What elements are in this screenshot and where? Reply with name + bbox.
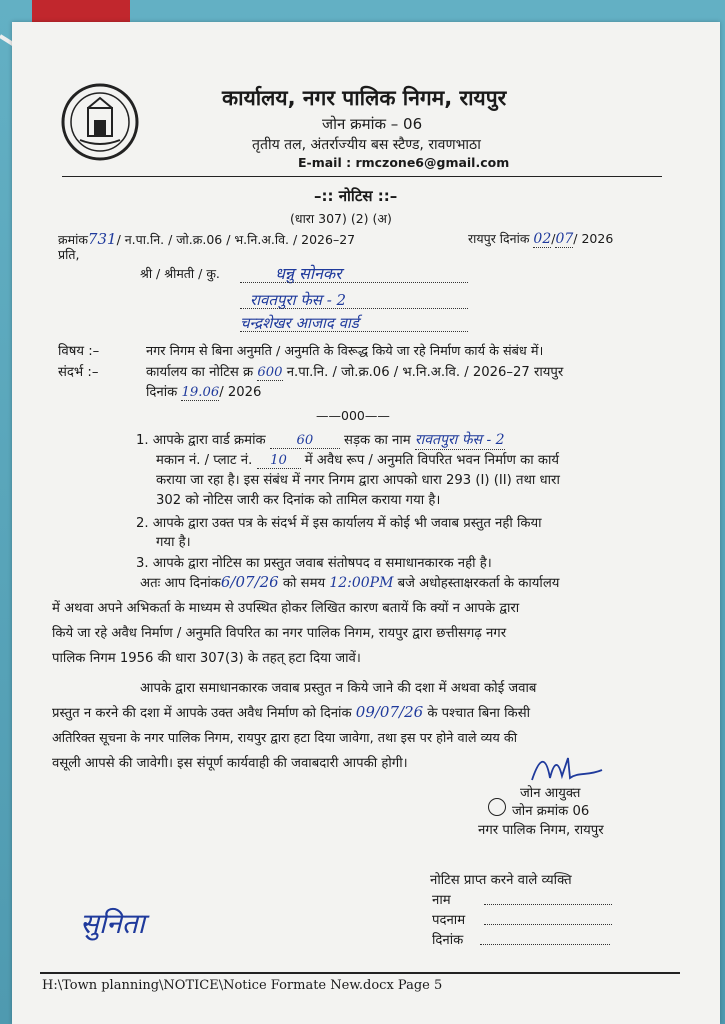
subject-text: नगर निगम से बिना अनुमति / अनुमति के विरूद्ध किये जा रहे निर्माण कार्य के संबंध में। <box>146 344 544 359</box>
point-2-line-1: 2. आपके द्वारा उक्त पत्र के संदर्भ में इस कार्यालय में कोई भी जवाब प्रस्तुत नही किया <box>136 516 542 531</box>
point-1-line-1: 1. आपके द्वारा वार्ड क्रमांक 60 सड़क का नाम रावतपुरा फेस - 2 <box>136 432 505 448</box>
receiver-date-line <box>480 944 610 945</box>
para2-line-3: अतिरिक्त सूचना के नगर पालिक निगम, रायपुर द्वारा हटा दिया जावेगा, तथा इस पर होने वाले व्यय की <box>52 731 518 746</box>
receiver-name-label: नाम <box>432 893 451 908</box>
office-title: कार्यालय, नगर पालिक निगम, रायपुर <box>222 86 507 110</box>
notice-section: (धारा 307) (2) (अ) <box>290 211 392 226</box>
addressee-name: धन्नु सोनकर <box>275 264 342 283</box>
point-1-line-4: 302 को नोटिस जारी कर दिनांक को तामिल कराया गया है। <box>156 493 441 508</box>
addressee-label: श्री / श्रीमती / कु. <box>140 266 220 281</box>
point-1-line-2: मकान नं. / प्लाट नं. 10 में अवैध रूप / अनुमति विपरित भवन निर्माण का कार्य <box>156 453 560 468</box>
signature-zone: जोन क्रमांक 06 <box>512 804 590 819</box>
receiver-name-line <box>484 904 612 905</box>
to-label: प्रति, <box>58 247 80 262</box>
para1-line-3: किये जा रहे अवैध निर्माण / अनुमति विपरित का नगर पालिक निगम, रायपुर द्वारा छत्तीसगढ़ नगर <box>52 626 507 641</box>
addressee-underline-2 <box>240 308 468 309</box>
addressee-underline-3 <box>240 331 468 332</box>
notice-reference: क्रमांक731/ न.पा.नि. / जो.क्र.06 / भ.नि.अ.वि. / 2026–27 <box>58 230 356 248</box>
para2-line-1: आपके द्वारा समाधानकारक जवाब प्रस्तुत न किये जाने की दशा में अथवा कोई जवाब <box>140 681 537 696</box>
receiver-post-line <box>484 924 612 925</box>
point-2-line-2: गया है। <box>156 535 191 550</box>
notice-date: रायपुर दिनांक 02/07/ 2026 <box>468 231 614 247</box>
signature-title: जोन आयुक्त <box>520 786 581 801</box>
addressee-underline-1 <box>240 282 468 283</box>
receiver-title: नोटिस प्राप्त करने वाले व्यक्ति <box>430 873 572 888</box>
para1-line-4: पालिक निगम 1956 की धारा 307(3) के तहत् हटा दिया जावें। <box>52 651 361 666</box>
reference-date: दिनांक 19.06/ 2026 <box>146 385 262 400</box>
footer-rule <box>40 972 680 974</box>
point-3: 3. आपके द्वारा नोटिस का प्रस्तुत जवाब संतोषपद व समाधानकारक नही है। <box>136 556 492 571</box>
para2-line-4: वसूली आपसे की जावेगी। इस संपूर्ण कार्यवाही की जवाबदारी आपकी होगी। <box>52 756 408 771</box>
receiver-signature: सुनिता <box>80 907 145 940</box>
para1-line-1: अतः आप दिनांक6/07/26 को समय 12:00PM बजे अधोहस्ताक्षरकर्ता के कार्यालय <box>140 573 560 591</box>
zone-number: जोन क्रमांक – 06 <box>322 115 423 133</box>
footer-path: H:\Town planning\NOTICE\Notice Formate New.docx Page 5 <box>42 978 443 993</box>
officer-signature-icon <box>528 752 608 786</box>
receiver-post-label: पदनाम <box>432 913 466 928</box>
municipal-seal-icon <box>60 82 140 162</box>
addressee-line3: चन्द्रशेखर आजाद वार्ड <box>240 314 359 332</box>
para1-line-2: में अथवा अपने अभिकर्ता के माध्यम से उपस्थित होकर लिखित कारण बतायें कि क्यों न आपके द्वारा <box>52 601 520 616</box>
reference-label: संदर्भ :– <box>58 365 99 380</box>
header-rule <box>62 176 662 177</box>
reference-text: कार्यालय का नोटिस क्र 600 न.पा.नि. / जो.क्र.06 / भ.नि.अ.वि. / 2026–27 रायपुर <box>146 365 564 380</box>
subject-label: विषय :– <box>58 344 100 359</box>
stamp-icon <box>488 798 506 816</box>
receiver-date-label: दिनांक <box>432 933 464 948</box>
signature-org: नगर पालिक निगम, रायपुर <box>478 823 604 838</box>
office-address: तृतीय तल, अंतर्राज्यीय बस स्टैण्ड, रावणभाठा <box>252 137 481 153</box>
separator: ——000—— <box>316 408 390 423</box>
point-1-line-3: कराया जा रहा है। इस संबंध में नगर निगम द्वारा आपको धारा 293 (I) (II) तथा धारा <box>156 473 560 488</box>
office-email: E-mail : rmczone6@gmail.com <box>298 155 510 170</box>
addressee-line2: रावतपुरा फेस - 2 <box>250 291 347 309</box>
notice-title: –:: नोटिस ::– <box>314 187 398 205</box>
para2-line-2: प्रस्तुत न करने की दशा में आपके उक्त अवैध निर्माण को दिनांक 09/07/26 के पश्चात बिना किसी <box>52 703 531 721</box>
